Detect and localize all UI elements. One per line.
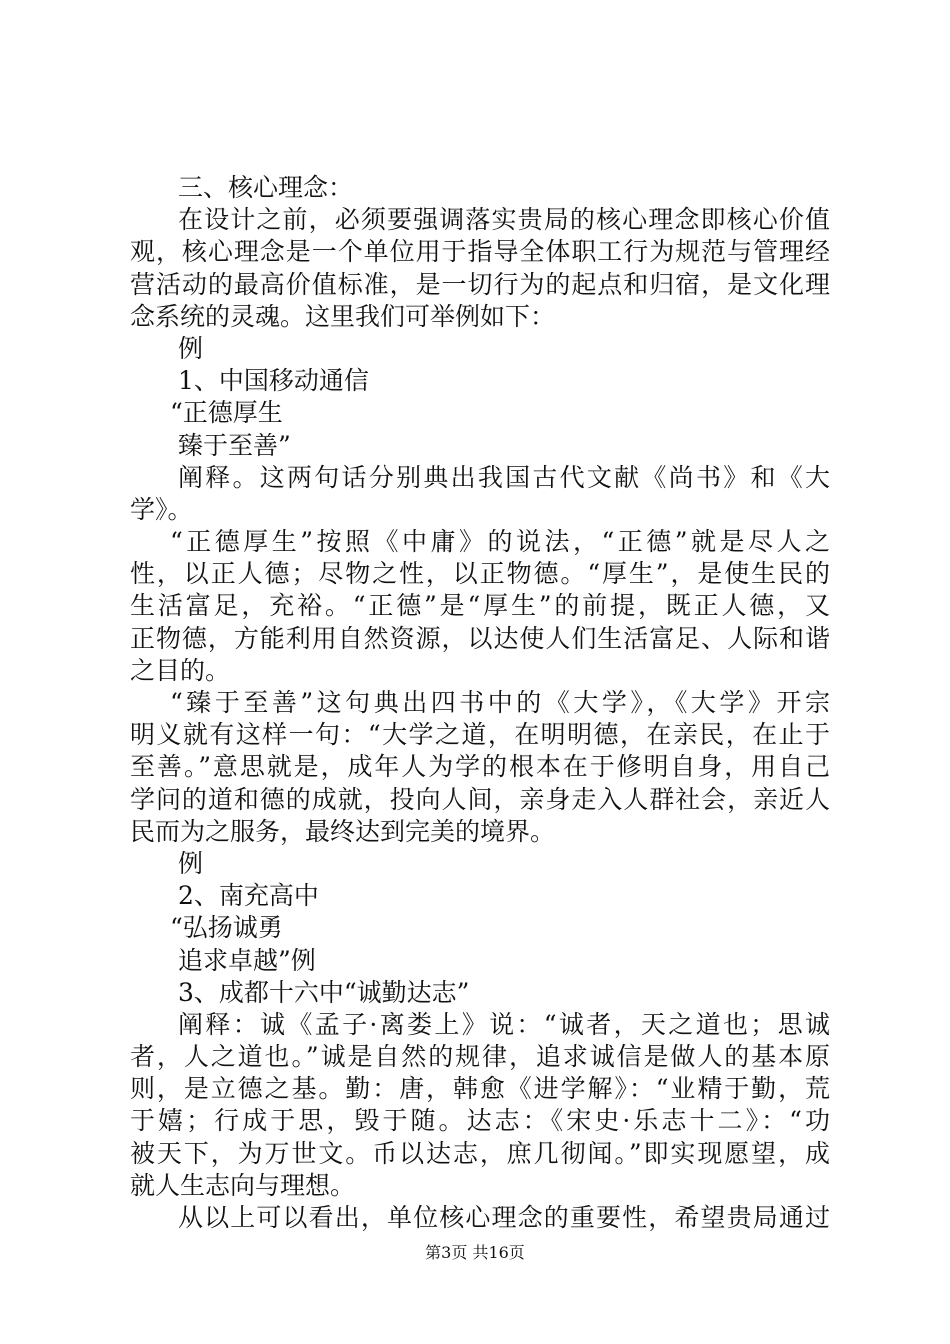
- paragraph-line: 在设计之前，必须要强调落实贵局的核心理念即核心价值: [178, 205, 830, 235]
- paragraph-line: 民而为之服务，最终达到完美的境界。: [130, 816, 556, 846]
- example-label: 例: [178, 333, 204, 363]
- paragraph-line: 观，核心理念是一个单位用于指导全体职工行为规范与管理经: [130, 237, 830, 267]
- paragraph-line: 阐释。这两句话分别典出我国古代文献《尚书》和《大: [178, 462, 830, 492]
- motto-line: “正德厚生: [170, 398, 283, 428]
- paragraph-line: 于嬉；行成于思，毁于随。达志：《宋史·乐志十二》：“功: [130, 1106, 830, 1136]
- paragraph-line: 则，是立德之基。勤：唐，韩愈《进学解》：“业精于勤，荒: [130, 1074, 830, 1104]
- paragraph-line: 念系统的灵魂。这里我们可举例如下：: [130, 301, 556, 331]
- example-label: 例: [178, 848, 204, 878]
- paragraph-line: 者，人之道也。”诚是自然的规律，追求诚信是做人的基本原: [130, 1042, 830, 1072]
- page-number-footer: 第3页 共16页: [425, 1243, 525, 1262]
- document-body: [130, 172, 830, 1234]
- motto-line: 臻于至善”: [178, 430, 291, 460]
- paragraph-line: “正德厚生”按照《中庸》的说法，“正德”就是尽人之: [170, 527, 830, 557]
- paragraph-line: “臻于至善”这句典出四书中的《大学》，《大学》开宗: [170, 688, 830, 717]
- example-title: 3、成都十六中“诚勤达志”: [178, 977, 470, 1007]
- paragraph-line: 之目的。: [130, 655, 231, 685]
- paragraph-line: 至善。”意思就是，成年人为学的根本在于修明自身，用自己: [130, 752, 830, 782]
- paragraph-line: 正物德，方能利用自然资源，以达使人们生活富足、人际和谐: [130, 623, 830, 653]
- paragraph-line: 营活动的最高价值标准，是一切行为的起点和归宿，是文化理: [130, 269, 830, 299]
- paragraph-line: 生活富足，充裕。“正德”是“厚生”的前提，既正人德，又: [130, 591, 830, 621]
- paragraph-line: 被天下，为万世文。币以达志，庶几彻闻。”即实现愿望，成: [130, 1138, 830, 1168]
- paragraph-line: 从以上可以看出，单位核心理念的重要性，希望贵局通过: [178, 1203, 830, 1232]
- paragraph-line: 性，以正人德；尽物之性，以正物德。“厚生”，是使生民的: [130, 559, 830, 589]
- paragraph-line: 学问的道和德的成就，投向人间，亲身走入人群社会，亲近人: [130, 784, 830, 814]
- motto-line: 追求卓越”例: [178, 945, 316, 975]
- example-title: 1、中国移动通信: [178, 366, 369, 396]
- motto-line: “弘扬诚勇: [170, 913, 283, 943]
- paragraph-line: 学》。: [130, 494, 193, 524]
- section-heading: 三、核心理念：: [178, 173, 354, 202]
- example-title: 2、南充高中: [178, 881, 319, 911]
- paragraph-line: 就人生志向与理想。: [130, 1170, 356, 1200]
- paragraph-line: 阐释：诚《孟子·离娄上》说：“诚者，天之道也；思诚: [178, 1009, 830, 1039]
- paragraph-line: 明义就有这样一句：“大学之道，在明明德，在亲民，在止于: [130, 720, 830, 750]
